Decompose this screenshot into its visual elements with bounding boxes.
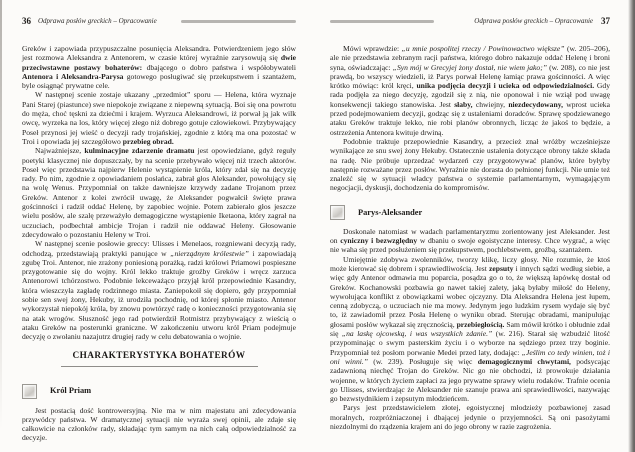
page-number-left: 36 — [22, 16, 31, 26]
square-ornament-icon — [22, 384, 37, 399]
subsection-title: Król Priam — [50, 386, 92, 396]
paragraph: Doskonale natomiast w wadach parlamentaryzmu zorientowany jest Aleksander. Jest on cyniczny i bezwzględny w dbaniu o swoje egoistyczne interesy. Chce wygrać, a więc nie waha się przed posłużeniem się przekupstwem, pochlebstwem, groźbą, szantażem. — [330, 226, 610, 255]
subsection-header-krol-priam — [22, 384, 296, 399]
scan-left-edge — [0, 0, 2, 452]
paragraph: Podobnie traktuje przepowiednie Kasandry, a przecież znał wróżby wcześniejsze wynikające ze snu swej żony Hekuby. Ostatecznie ustalenia dotyczące obrony także składa na radę. Nie próbuje uprzedzać wydarzeń czy przygotowywać planów, które byłyby następnie rozważane przez posłów. Wyraźnie nie dorasta do pełnionej funkcji. Nie umie też znaleźć się w sytuacji władcy państwa o systemie parlamentarnym, wymagającym negocjacji, dyskusji, dochodzenia do kompromisów. — [330, 136, 610, 193]
header-rule-left — [181, 20, 296, 23]
paragraph: Greków i zapowiada przypuszczalne posunięcia Aleksandra. Potwierdzeniem jego słów jest rozmowa Aleksandra z Antenorem, w czasie której wyraźnie zarysowują się dwie przeciwstawne postawy bohaterów: dbającego o dobro państwa i współobywateli Antenora i Aleksandra-Parysa gotowego posługiwać się przekupstwem i szantażem, byle osiągnąć prywatne cele. — [22, 44, 297, 91]
paragraph: Jest postacią dość kontrowersyjną. Nie ma w nim majestatu ani zdecydowania przywódcy państwa. W dramatycznej sytuacji nie wyraża swej opinii, ale zdaje się całkowicie na członków rady, składając tym samym na nich całą odpowiedzialność za decyzje. — [22, 405, 296, 443]
paragraph: Najważniejsze, kulminacyjne zdarzenie dramatu jest opowiedziane, gdyż reguły poetyki klasycznej nie dopuszczały, by na scenie przebywało więcej niż trzech aktorów. Poseł więc przedstawia najpierw Helenie wystąpienie króla, który zdał się na decyzję rady. Po nim, zgodnie z opowiadaniem posłańca, zabrał głos Aleksander, powołujący się na wolę Wenus. Przypomniał on także dawniejsze krzywdy zadane Trojanom przez Greków. Antenor z kolei zwrócił uwagę, że Aleksander pogwałcił święte prawa gościnności i radził oddać Helenę, by zapobiec wojnie. Potem zabierało głos jeszcze wielu posłów, ale szalę przeważyło demagogiczne wystąpienie Iketaona, który zagrał na uczuciach, podbechtał ambicje Trojan i radził nie oddawać Heleny. Głosowanie zdecydowało o pozostaniu Heleny w Troi. — [22, 146, 296, 239]
paragraph: W następnej scenie zostaje ukazany „przedmiot” sporu — Helena, która wyznaje Pani Starej (piastunce) swe niepokoje związane z niepewną sytuacją. Boi się ona powrotu do męża, choć tęskni za dziećmi i krajem. Wyrzuca Aleksandrowi, iż porwał ją jak wilk owcę, wyrzeka na los, który więcej złego niż dobrego gotuje człowiekowi. Przybywający Poseł przynosi jej wieść o decyzji rady trojańskiej, zgodnie z którą ma ona pozostać w Troi i opowiada jej szczegółowo przebieg obrad. — [22, 90, 296, 146]
subsection-header-parys-aleksander — [330, 205, 610, 220]
section-heading: CHARAKTERYSTYKA BOHATERÓW — [61, 351, 258, 367]
subsection-title: Parys-Aleksander — [358, 207, 423, 217]
body-text-right — [330, 44, 610, 431]
page-36 — [22, 15, 296, 443]
paragraph: Parys jest przedstawicielem złotej, egoistycznej młodzieży pozbawionej zasad moralnych, rozpróżniaczonej i dbającej jedynie o przyjemności. Są oni pasożytami niezdolnymi do rządzenia krajem ani do jego obrony w razie zagrożenia. — [330, 403, 610, 431]
running-title-right: Odprawa posłów greckich – Opracowanie — [474, 17, 593, 25]
header-rule-right — [330, 20, 434, 23]
body-text-left — [22, 44, 296, 443]
page-37 — [330, 15, 610, 431]
paragraph: Umiejętnie zdobywa zwolenników, tworzy klikę, liczy głosy. Nie rozumie, że ktoś może kierować się dobrem i sprawiedliwością. Jest zepsuty i innych sądzi według siebie, a więc gdy Antenor odmawia mu poparcia, posądza go o to, że większą łapówkę dostał od Greków. Kochanowski pozbawia go nawet takiej zalety, jaką byłaby miłość do Heleny, wywołująca konflikt z obowiązkami wobec ojczyzny. Dla Aleksandra Helena jest łupem, cenną zdobyczą, o uczuciach nie ma mowy. Jedynym jego ludzkim rysem wydaje się być to, iż zawiadomił przez Posła Helenę o wyniku obrad. Sterując obradami, manipulując głosami posłów wykazał się zręcznością, przebiegłością. Sam mówił krótko i obłudnie zdał się „na laskę ojcowską, i was wszystkich zdanie.” (w. 216). Starał się wzbudzić litość przypominając o swym pasterskim życiu i o wyborze na sędziego przez trzy boginie. Przypomniał też posłom porwanie Medei przed laty, dodając: „Jeślim co tedy winien, toż i oni winni.” (w. 239). Posługuje się więc demagogicznymi chwytami, podsycając zadawnioną niechęć Trojan do Greków. Nic go nie obchodzi, iż prowokuje działania wojenne, w których życiem zapłaci za jego prywatne sprawy wielu rodaków. Trafnie ocenia go Ulisses, stwierdzając że Aleksander nie szanuje prawa ani sprawiedliwości, nazywając go bezwstydnikiem i zepsutym młodzieńcem. — [330, 254, 611, 404]
running-header-left — [22, 15, 296, 27]
running-header-right — [330, 15, 610, 27]
scan-right-edge-shadow — [628, 0, 635, 452]
square-ornament-icon — [330, 205, 345, 220]
page-number-right: 37 — [601, 16, 610, 26]
paragraph: Mówi wprawdzie: „u mnie pospolitej rzeczy / Powinowactwo większe” (w. 205–206), ale nie przedstawia zebranym racji państwa, którego dobro nakazuje oddać Helenę i broni syna, oświadczając: „Syn mój w Grecyjej żony dostał, nie wiem jako;” (w. 208), co nie jest prawdą, bo wszyscy wiedzieli, iż Parys porwał Helenę łamiąc prawa gościnności. A więc krótko mówiąc: król kręci, unika podjęcia decyzji i ucieka od odpowiedzialności. Gdy rada podjęła za niego decyzję, zgodził się z nią, nie oponował i nie wziął pod uwagę konsekwencji takiego stanowiska. Jest słaby, chwiejny, niezdecydowany, wprost ucieka przed podejmowaniem decyzji, godząc się z ustaleniami doradców. Sprawę spodziewanego ataku Greków traktuje lekko, nie robi planów obronnych, licząc że jakoś to będzie, a ostrzeżenia Antenora kwituje drwiną. — [330, 44, 610, 137]
running-title-left: Odprawa posłów greckich – Opracowanie — [38, 17, 157, 25]
paragraph: W następnej scenie posłowie greccy: Ulisses i Menelaos, rozgniewani decyzją rady, odchodzą, przedstawiają praktyki panujące w „nierządnym królestwie” i zapowiadają zgubę Troi. Antenor, nie zrażony poniesioną porażką, radzi królowi Priamowi pospieszne przygotowanie się do wojny. Król lekko traktuje groźby Greków i wręcz zarzuca Antenorowi tchórzostwo. Podobnie lekceważąco przyjął król przepowiednie Kasandry, która wieszczyła zagładę rodzinnego miasta. Zaniepokoił się dopiero, gdy przypomniał sobie sen swej żony, Hekuby, iż urodziła pochodnię, od której spłonie miasto. Antenor wykorzystał niepokój króla, by znowu powtórzyć radę o konieczności przygotowania się na atak wrogów. Słuszność jego rad potwierdził Rotmistrz przybywający z wieścią o ataku Greków na posterunki graniczne. W zakończeniu utworu król Priam podejmuje decyzję o zwołaniu nazajutrz drugiej rady w celu debatowania o wojnie. — [22, 239, 296, 342]
